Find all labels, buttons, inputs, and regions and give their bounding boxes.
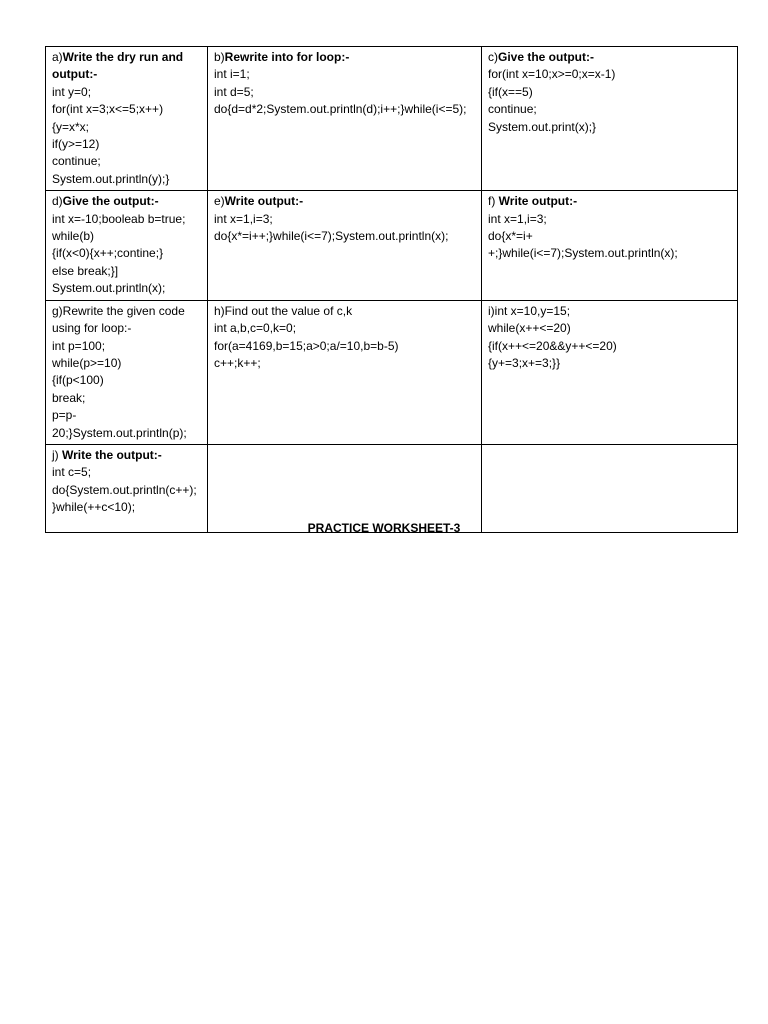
cell-f (482, 191, 738, 300)
code-line: while(p>=10) (52, 355, 122, 370)
cell-e-heading: Write output:- (224, 194, 304, 209)
worksheet-table (45, 46, 738, 533)
code-line: int p=100; (52, 338, 106, 353)
cell-b (208, 47, 482, 191)
code-line: {if(x==5) (488, 84, 533, 99)
empty-cell (208, 444, 482, 532)
code-line: do{d=d*2;System.out.println(d);i++;}while(i<=5); (214, 102, 467, 117)
cell-e (208, 191, 482, 300)
code-line: int x=-10;booleab b=true; (52, 211, 186, 226)
code-line: int a,b,c=0,k=0; (214, 321, 297, 336)
code-line: do{System.out.println(c++); (52, 482, 197, 497)
code-line: do{x*=i+ (488, 229, 533, 244)
cell-d-heading: Give the output:- (62, 194, 159, 209)
code-line: {if(x<0){x++;contine;} (52, 246, 164, 261)
cell-i (482, 300, 738, 444)
code-line: do{x*=i++;}while(i<=7);System.out.println(x); (214, 229, 449, 244)
code-line: int c=5; (52, 465, 92, 480)
code-line: int x=1,i=3; (214, 211, 273, 226)
cell-b-prefix: b) (214, 50, 225, 64)
code-line: while(b) (52, 229, 95, 244)
cell-h (208, 300, 482, 444)
cell-d (46, 191, 208, 300)
worksheet-title: PRACTICE WORKSHEET-3 (307, 521, 461, 535)
table-row (46, 47, 738, 191)
empty-cell (482, 444, 738, 532)
code-line: System.out.print(x);} (488, 119, 597, 134)
code-line: if(y>=12) (52, 137, 100, 152)
code-line: int y=0; (52, 84, 92, 99)
cell-c (482, 47, 738, 191)
code-line: p=p-20;}System.out.println(p); (52, 408, 187, 440)
code-line: break; (52, 390, 86, 405)
code-line: +;}while(i<=7);System.out.println(x); (488, 246, 678, 261)
table-row (46, 191, 738, 300)
code-line: c++;k++; (214, 355, 261, 370)
cell-g (46, 300, 208, 444)
code-line: g)Rewrite the given code using for loop:- (52, 303, 189, 336)
code-line: for(int x=3;x<=5;x++) (52, 102, 164, 117)
code-line: System.out.println(x); (52, 281, 166, 296)
code-line: int i=1; (214, 67, 250, 82)
code-line: else break;}] (52, 263, 119, 278)
table-row (46, 444, 738, 532)
code-line: {if(x++<=20&&y++<=20) (488, 338, 617, 353)
code-line: int x=1,i=3; (488, 211, 547, 226)
code-line: {y+=3;x+=3;}} (488, 355, 561, 370)
table-row (46, 300, 738, 444)
code-line: h)Find out the value of c,k (214, 303, 353, 318)
cell-a-heading: Write the dry run and output:- (52, 50, 184, 82)
cell-c-prefix: c) (488, 50, 498, 64)
code-line: {if(p<100) (52, 373, 104, 388)
code-line: continue; (488, 102, 537, 117)
cell-j (46, 444, 208, 532)
code-line: for(a=4169,b=15;a>0;a/=10,b=b-5) (214, 338, 399, 353)
code-line: System.out.println(y);} (52, 171, 170, 186)
code-line: int d=5; (214, 84, 254, 99)
cell-b-heading: Rewrite into for loop:- (224, 50, 350, 64)
cell-f-heading: Write output:- (498, 194, 578, 209)
cell-f-prefix: f) (488, 194, 499, 209)
cell-a (46, 47, 208, 191)
cell-d-prefix: d) (52, 194, 63, 209)
cell-j-prefix: j) (52, 447, 62, 462)
code-line: }while(++c<10); (52, 500, 136, 515)
cell-j-heading: Write the output:- (62, 447, 162, 462)
cell-c-heading: Give the output:- (498, 50, 594, 64)
cell-a-prefix: a) (52, 50, 63, 64)
code-line: while(x++<=20) (488, 321, 571, 336)
cell-e-prefix: e) (214, 194, 225, 209)
code-line: for(int x=10;x>=0;x=x-1) (488, 67, 616, 82)
code-line: {y=x*x; (52, 119, 90, 134)
code-line: i)int x=10,y=15; (488, 303, 571, 318)
code-line: continue; (52, 154, 101, 169)
